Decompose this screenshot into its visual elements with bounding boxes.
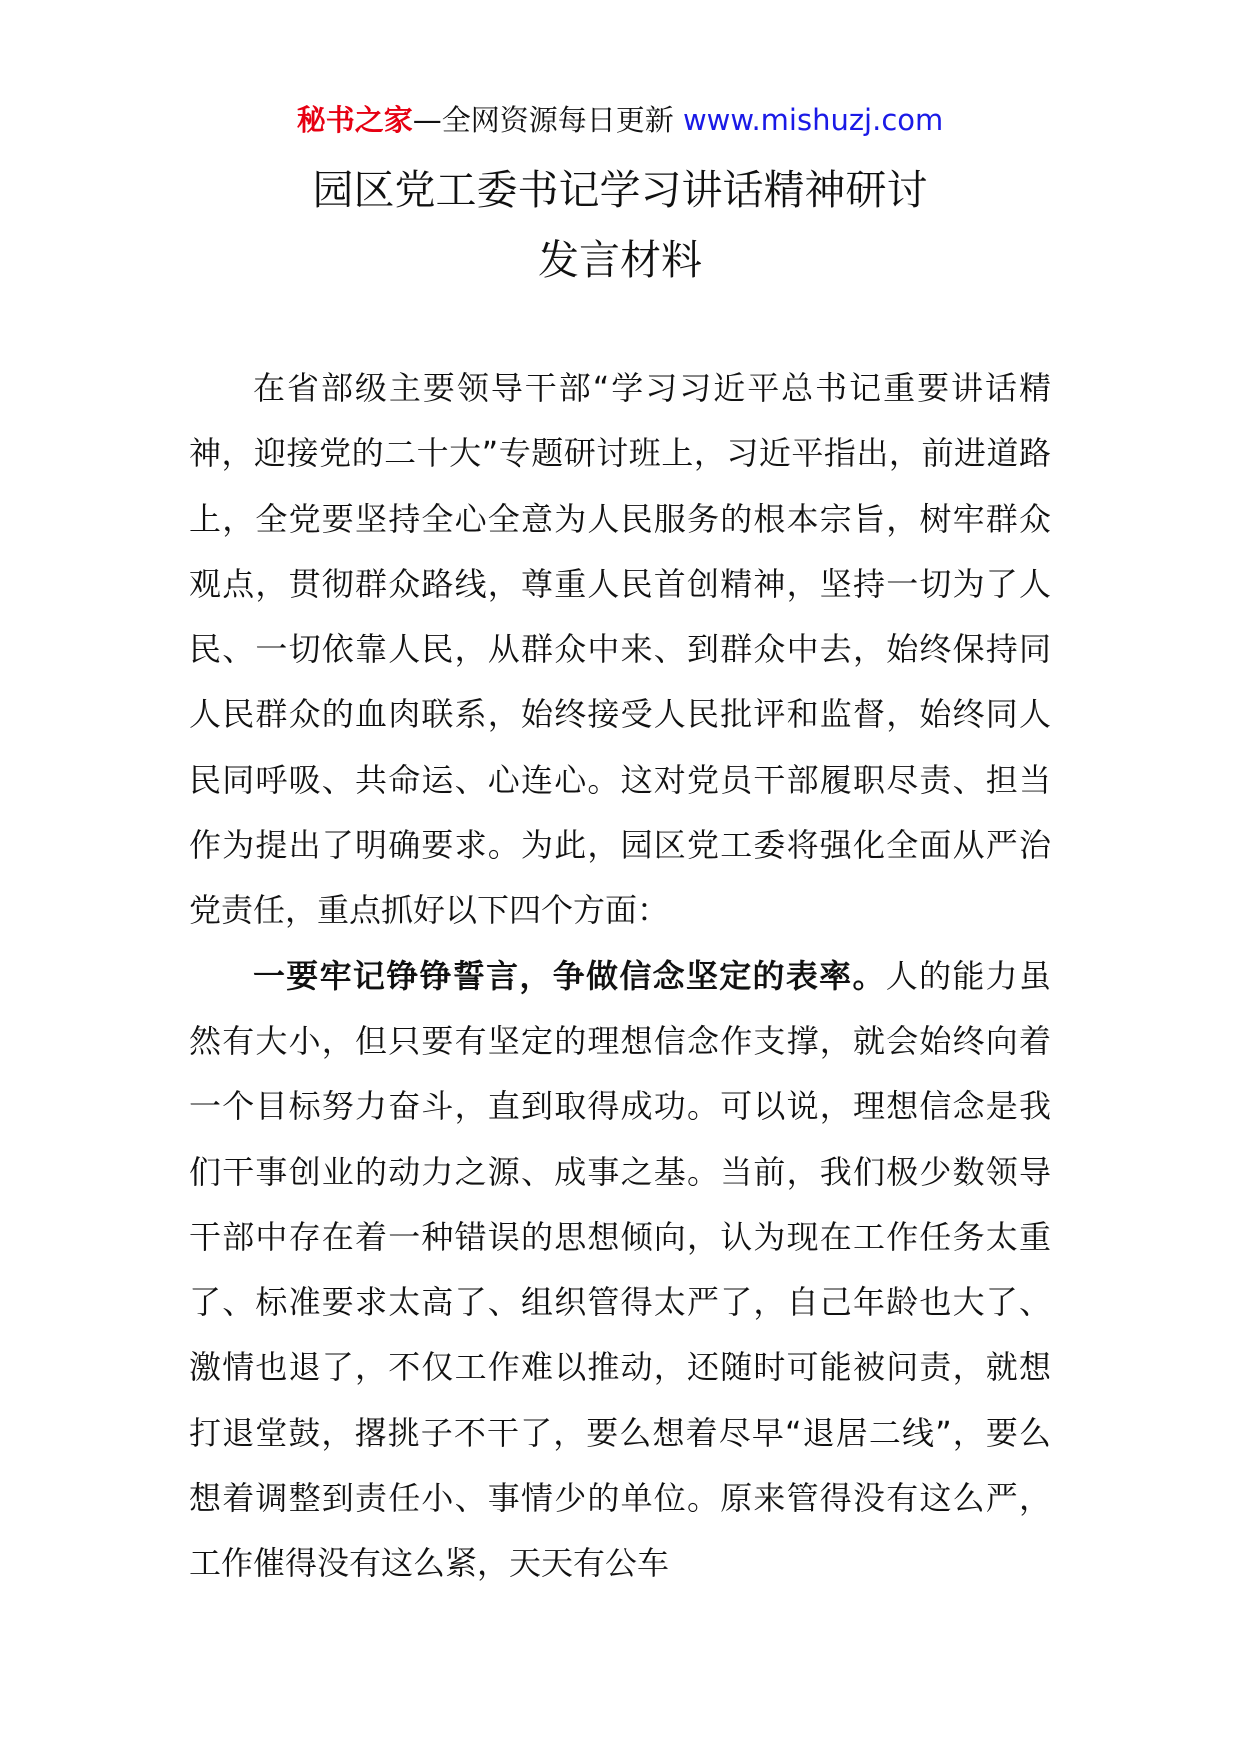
document-title-line-2: 发言材料 bbox=[538, 236, 702, 284]
document-body bbox=[189, 356, 1051, 1597]
site-header bbox=[0, 100, 1240, 140]
document-title-line-1: 园区党工委书记学习讲话精神研讨 bbox=[312, 166, 928, 214]
paragraph-point-one-text: 人的能力虽然有大小，但只要有坚定的理想信念作支撑，就会始终向着一个目标努力奋斗，直到取得成功。可以说，理想信念是我们干事创业的动力之源、成事之基。当前，我们极少数领导干部中存在着一种错误的思想倾向，认为现在工作任务太重了、标准要求太高了、组织管得太严了，自己年龄也大了、激情也退了，不仅工作难以推动，还随时可能被问责，就想打退堂鼓，撂挑子不干了，要么想着尽早“退居二线”，要么想着调整到责任小、事情少的单位。原来管得没有这么严，工作催得没有这么紧，天天有公车 bbox=[189, 956, 1051, 1583]
paragraph-intro-text: 在省部级主要领导干部“学习习近平总书记重要讲话精神，迎接党的二十大”专题研讨班上，习近平指出，前进道路上，全党要坚持全心全意为人民服务的根本宗旨，树牢群众观点，贯彻群众路线，尊重人民首创精神，坚持一切为了人民、一切依靠人民，从群众中来、到群众中去，始终保持同人民群众的血肉联系，始终接受人民批评和监督，始终同人民同呼吸、共命运、心连心。这对党员干部履职尽责、担当作为提出了明确要求。为此，园区党工委将强化全面从严治党责任，重点抓好以下四个方面： bbox=[189, 369, 1051, 930]
site-url-link[interactable]: www.mishuzj.com bbox=[682, 103, 944, 137]
paragraph-intro bbox=[189, 356, 1051, 944]
header-tagline: —全网资源每日更新 bbox=[412, 103, 674, 137]
brand-name: 秘书之家 bbox=[296, 103, 413, 137]
paragraph-point-one bbox=[189, 944, 1051, 1597]
paragraph-point-one-lead: 一要牢记铮铮誓言，争做信念坚定的表率。 bbox=[253, 956, 886, 995]
